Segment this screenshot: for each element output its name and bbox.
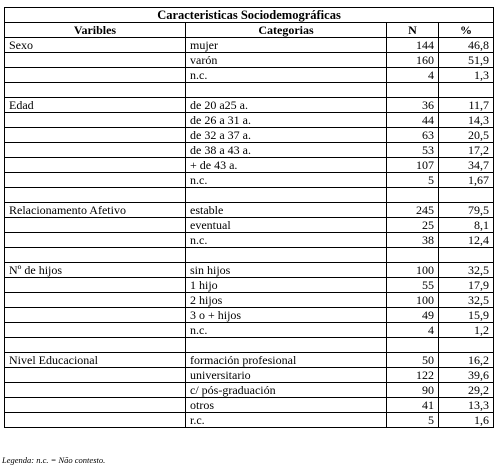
n-cell: 50 [387,353,439,368]
spacer-cell [387,248,439,263]
table-legend: Legenda: n.c. = Não contesto. [2,455,106,465]
variable-cell: Nivel Educacional [5,353,186,368]
table-row [5,38,494,53]
n-cell: 25 [387,218,439,233]
category-cell: de 20 a25 a. [186,98,387,113]
table-row [5,173,494,188]
spacer-cell [186,83,387,98]
table-row [5,368,494,383]
percent-cell: 51,9 [439,53,494,68]
percent-cell: 32,5 [439,293,494,308]
percent-cell: 1,6 [439,413,494,428]
category-cell: r.c. [186,413,387,428]
percent-cell: 79,5 [439,203,494,218]
n-cell: 107 [387,158,439,173]
table-row [5,143,494,158]
percent-cell: 14,3 [439,113,494,128]
variable-cell [5,53,186,68]
spacer-cell [439,248,494,263]
header-percent: % [439,23,494,38]
percent-cell: 34,7 [439,158,494,173]
variable-cell: Relacionamento Afetivo [5,203,186,218]
table-row [5,98,494,113]
category-cell: otros [186,398,387,413]
category-cell: varón [186,53,387,68]
spacer-cell [5,338,186,353]
n-cell: 36 [387,98,439,113]
header-category: Categorias [186,23,387,38]
n-cell: 245 [387,203,439,218]
table-row [5,413,494,428]
category-cell: n.c. [186,233,387,248]
percent-cell: 46,8 [439,38,494,53]
variable-cell [5,68,186,83]
percent-cell: 12,4 [439,233,494,248]
category-cell: de 32 a 37 a. [186,128,387,143]
table-row [5,203,494,218]
category-cell: formación profesional [186,353,387,368]
n-cell: 122 [387,368,439,383]
spacer-cell [5,248,186,263]
category-cell: 3 o + hijos [186,308,387,323]
category-cell: c/ pós-graduación [186,383,387,398]
header-variable: Varibles [5,23,186,38]
category-cell: 1 hijo [186,278,387,293]
n-cell: 5 [387,413,439,428]
variable-cell [5,218,186,233]
percent-cell: 8,1 [439,218,494,233]
percent-cell: 32,5 [439,263,494,278]
spacer-cell [186,338,387,353]
spacer-row [5,188,494,203]
percent-cell: 20,5 [439,128,494,143]
spacer-row [5,338,494,353]
percent-cell: 17,9 [439,278,494,293]
n-cell: 63 [387,128,439,143]
variable-cell [5,383,186,398]
variable-cell: Edad [5,98,186,113]
table-row [5,113,494,128]
variable-cell: Sexo [5,38,186,53]
n-cell: 53 [387,143,439,158]
table-row [5,278,494,293]
table-row [5,353,494,368]
table-row [5,158,494,173]
category-cell: de 26 a 31 a. [186,113,387,128]
percent-cell: 39,6 [439,368,494,383]
table-title: Caracteristicas Sociodemográficas [5,8,494,23]
n-cell: 90 [387,383,439,398]
spacer-row [5,248,494,263]
percent-cell: 13,3 [439,398,494,413]
table-row [5,308,494,323]
n-cell: 55 [387,278,439,293]
category-cell: 2 hijos [186,293,387,308]
category-cell: n.c. [186,68,387,83]
category-cell: universitario [186,368,387,383]
variable-cell [5,323,186,338]
percent-cell: 29,2 [439,383,494,398]
spacer-row [5,83,494,98]
table-row [5,398,494,413]
variable-cell [5,413,186,428]
category-cell: n.c. [186,173,387,188]
n-cell: 44 [387,113,439,128]
table-row [5,128,494,143]
n-cell: 4 [387,68,439,83]
variable-cell [5,113,186,128]
n-cell: 100 [387,293,439,308]
table-row [5,293,494,308]
variable-cell [5,368,186,383]
category-cell: de 38 a 43 a. [186,143,387,158]
table-row [5,68,494,83]
variable-cell [5,293,186,308]
spacer-cell [439,338,494,353]
n-cell: 160 [387,53,439,68]
variable-cell [5,128,186,143]
spacer-cell [439,188,494,203]
percent-cell: 1,2 [439,323,494,338]
variable-cell [5,158,186,173]
variable-cell [5,278,186,293]
n-cell: 100 [387,263,439,278]
spacer-cell [5,188,186,203]
category-cell: + de 43 a. [186,158,387,173]
n-cell: 4 [387,323,439,338]
category-cell: mujer [186,38,387,53]
percent-cell: 1,67 [439,173,494,188]
percent-cell: 16,2 [439,353,494,368]
spacer-cell [186,248,387,263]
spacer-cell [387,338,439,353]
spacer-cell [387,188,439,203]
spacer-cell [186,188,387,203]
sociodemographic-table [4,7,494,428]
category-cell: estable [186,203,387,218]
spacer-cell [5,83,186,98]
percent-cell: 1,3 [439,68,494,83]
variable-cell [5,308,186,323]
table-row [5,383,494,398]
n-cell: 41 [387,398,439,413]
variable-cell [5,173,186,188]
n-cell: 5 [387,173,439,188]
spacer-cell [387,83,439,98]
percent-cell: 15,9 [439,308,494,323]
percent-cell: 17,2 [439,143,494,158]
percent-cell: 11,7 [439,98,494,113]
category-cell: n.c. [186,323,387,338]
table-row [5,53,494,68]
table-row [5,233,494,248]
category-cell: eventual [186,218,387,233]
category-cell: sin hijos [186,263,387,278]
spacer-cell [439,83,494,98]
table-row [5,263,494,278]
table-body [5,38,494,428]
variable-cell [5,143,186,158]
n-cell: 144 [387,38,439,53]
variable-cell: Nº de hijos [5,263,186,278]
variable-cell [5,233,186,248]
table-row [5,323,494,338]
sociodemographic-table-container [4,7,493,428]
table-row [5,218,494,233]
variable-cell [5,398,186,413]
n-cell: 49 [387,308,439,323]
n-cell: 38 [387,233,439,248]
header-n: N [387,23,439,38]
